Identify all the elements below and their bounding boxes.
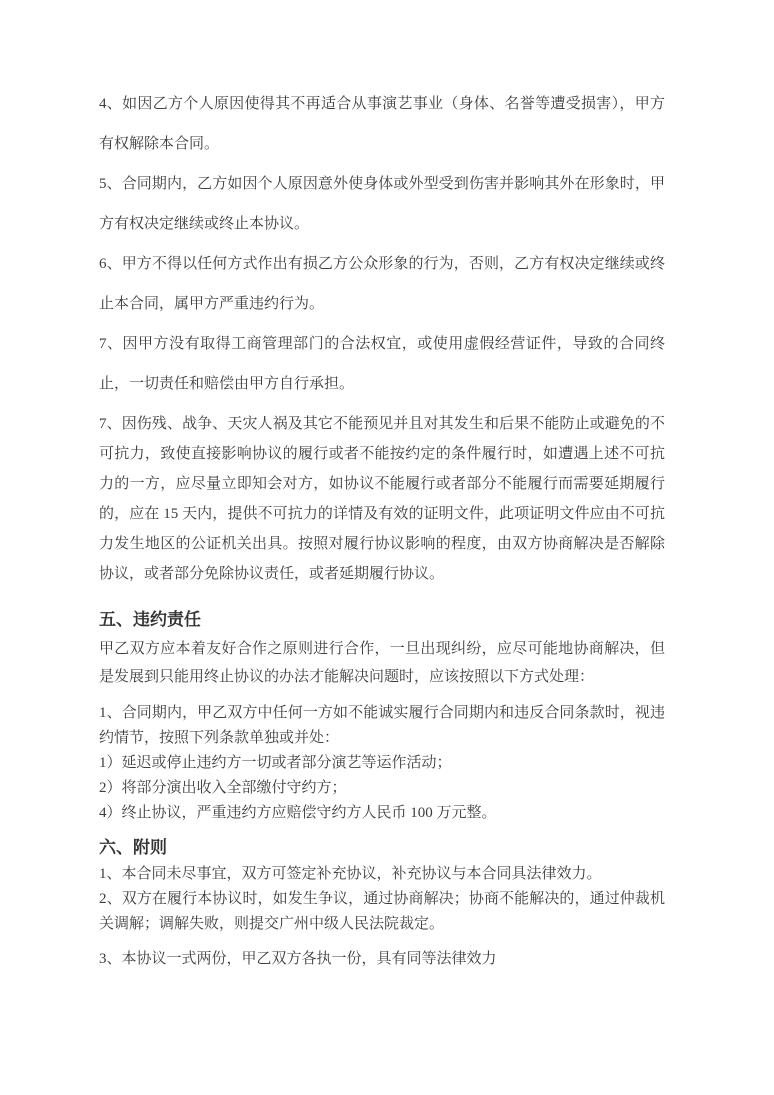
- section-6-supplementary-heading: 六、附则: [99, 838, 167, 857]
- clause-7-paragraph: 7、因甲方没有取得工商管理部门的合法权宜，或使用虚假经营证件，导致的合同终止，一切责任和赔偿由甲方自行承担。: [99, 336, 665, 392]
- section-6-item-2: 2、双方在履行本协议时，如发生争议，通过协商解决；协商不能解决的，通过仲裁机关调解；调解失败，则提交广州中级人民法院裁定。: [99, 891, 665, 932]
- section-6-item-1: 1、本合同未尽事宜，双方可签定补充协议，补充协议与本合同具法律效力。: [99, 866, 602, 882]
- section-5-clause-1-paragraph: 1、合同期内，甲乙双方中任何一方如不能诚实履行合同期内和违反合同条款时，视违约情节，按照下列条款单独或并处：: [99, 705, 665, 746]
- section-5-subitem-1: 1）延迟或停止违约方一切或者部分演艺等运作活动；: [99, 755, 452, 771]
- clause-5-paragraph: 5、合同期内，乙方如因个人原因意外使身体或外型受到伤害并影响其外在形象时，甲方有权决定继续或终止本协议。: [99, 176, 665, 232]
- section-5-intro-paragraph: 甲乙双方应本着友好合作之原则进行合作，一旦出现纠纷，应尽可能地协商解决，但是发展到只能用终止协议的办法才能解决问题时，应该按照以下方式处理：: [99, 641, 665, 685]
- clause-7-force-majeure-paragraph: 7、因伤残、战争、天灾人祸及其它不能预见并且对其发生和后果不能防止或避免的不可抗力，致使直接影响协议的履行或者不能按约定的条件履行时，如遭遇上述不可抗力的一方，应尽量立即知会对方，如协议不能履行或者部分不能履行而需要延期履行的，应在 15 天内，提供不可抗力的详情及有效的证明文件，此项证明文件应由不可抗力发生地区的公证机关出具。按照对履行协议影响的程度，由双方协商解决是否解除协议，或者部分免除协议责任，或者延期履行协议。: [99, 416, 665, 582]
- clause-6-paragraph: 6、甲方不得以任何方式作出有损乙方公众形象的行为，否则，乙方有权决定继续或终止本合同，属甲方严重违约行为。: [99, 256, 665, 312]
- clause-4-paragraph: 4、如因乙方个人原因使得其不再适合从事演艺事业（身体、名誉等遭受损害），甲方有权解除本合同。: [99, 96, 665, 152]
- section-6-item-3: 3、本协议一式两份，甲乙双方各执一份，具有同等法律效力: [99, 951, 497, 967]
- section-5-subitem-4: 4）终止协议，严重违约方应赔偿守约方人民币 100 万元整。: [99, 805, 497, 821]
- section-5-breach-liability-heading: 五、违约责任: [99, 610, 201, 629]
- section-5-subitem-2: 2）将部分演出收入全部缴付守约方；: [99, 780, 347, 796]
